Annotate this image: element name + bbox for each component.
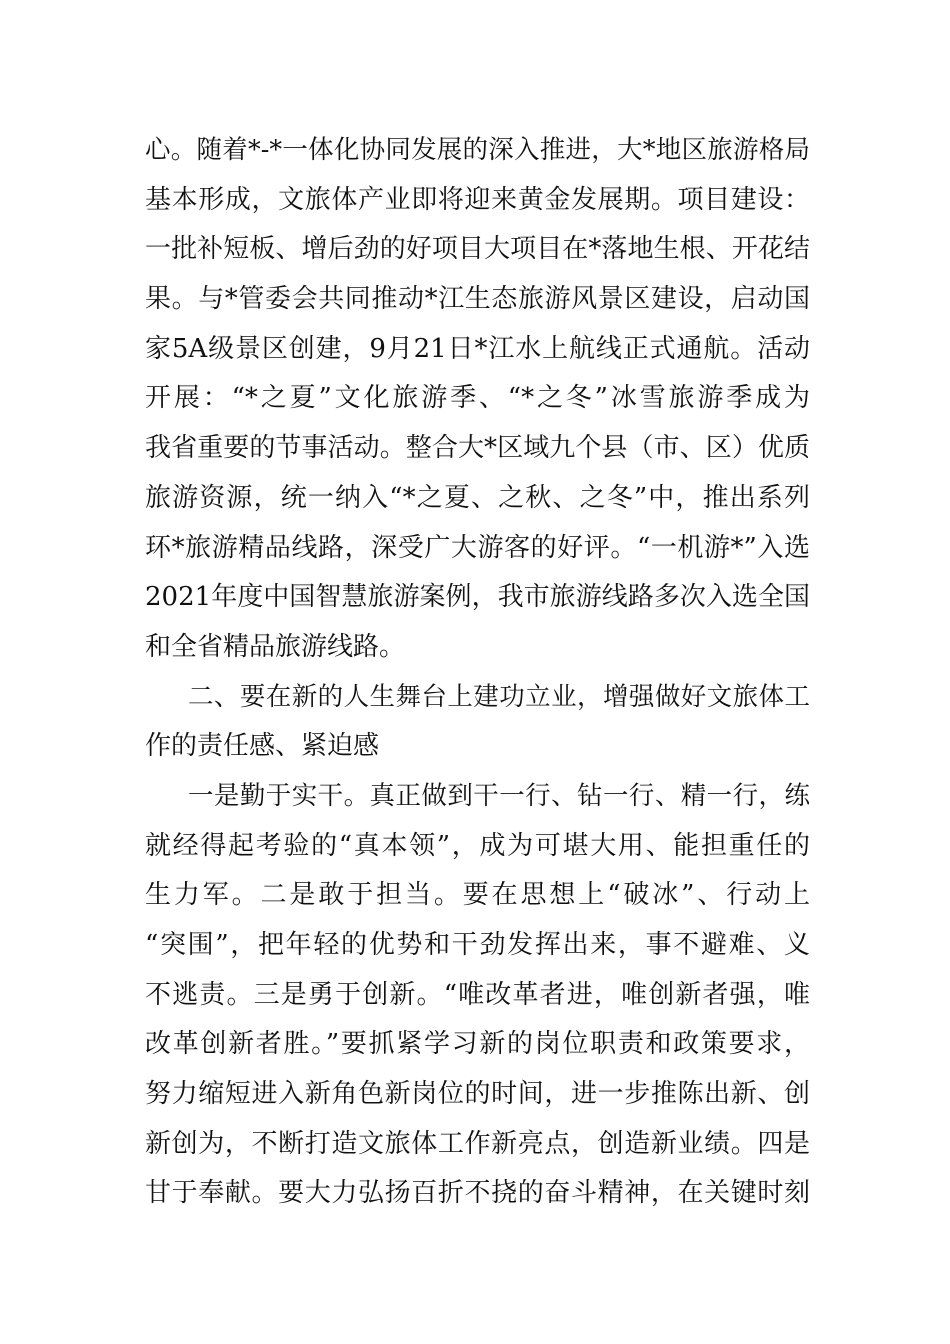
text-line: 和全省精品旅游线路。 xyxy=(145,631,406,662)
text-line: 甘于奉献。要大力弘扬百折不挠的奋斗精神，在关键时刻 xyxy=(145,1178,810,1209)
text-line: 改革创新者胜。”要抓紧学习新的岗位职责和政策要求， xyxy=(145,1029,810,1060)
text-line: 家5A级景区创建，9月21日*江水上航线正式通航。活动 xyxy=(145,333,810,364)
text-line: 作的责任感、紧迫感 xyxy=(145,731,380,762)
text-line: 努力缩短进入新角色新岗位的时间，进一步推陈出新、创 xyxy=(145,1079,810,1110)
text-line: 基本形成，文旅体产业即将迎来黄金发展期。项目建设： xyxy=(145,184,810,215)
text-line: 不逃责。三是勇于创新。“唯改革者进，唯创新者强，唯 xyxy=(145,979,810,1010)
body-text xyxy=(145,126,810,1219)
text-line: 开展：“*之夏”文化旅游季、“*之冬”冰雪旅游季成为 xyxy=(145,383,810,414)
text-line: 旅游资源，统一纳入“*之夏、之秋、之冬”中，推出系列 xyxy=(145,482,810,513)
text-line: 心。随着*-*一体化协同发展的深入推进，大*地区旅游格局 xyxy=(145,135,810,165)
text-line: “突围”，把年轻的优势和干劲发挥出来，事不避难、义 xyxy=(145,930,810,960)
text-line: 二、要在新的人生舞台上建功立业，增强做好文旅体工 xyxy=(188,681,810,712)
text-line: 环*旅游精品线路，深受广大游客的好评。“一机游*”入选 xyxy=(145,532,810,563)
text-line: 2021年度中国智慧旅游案例，我市旅游线路多次入选全国 xyxy=(145,582,810,613)
text-line: 生力军。二是敢于担当。要在思想上“破冰”、行动上 xyxy=(145,880,810,911)
text-line: 一是勤于实干。真正做到干一行、钻一行、精一行，练 xyxy=(188,780,810,811)
text-line: 我省重要的节事活动。整合大*区域九个县（市、区）优质 xyxy=(145,433,810,464)
text-line: 一批补短板、增后劲的好项目大项目在*落地生根、开花结 xyxy=(145,234,810,265)
text-line: 新创为，不断打造文旅体工作新亮点，创造新业绩。四是 xyxy=(145,1128,810,1159)
text-line: 就经得起考验的“真本领”，成为可堪大用、能担重任的 xyxy=(145,830,810,861)
text-line: 果。与*管委会共同推动*江生态旅游风景区建设，启动国 xyxy=(145,284,810,315)
